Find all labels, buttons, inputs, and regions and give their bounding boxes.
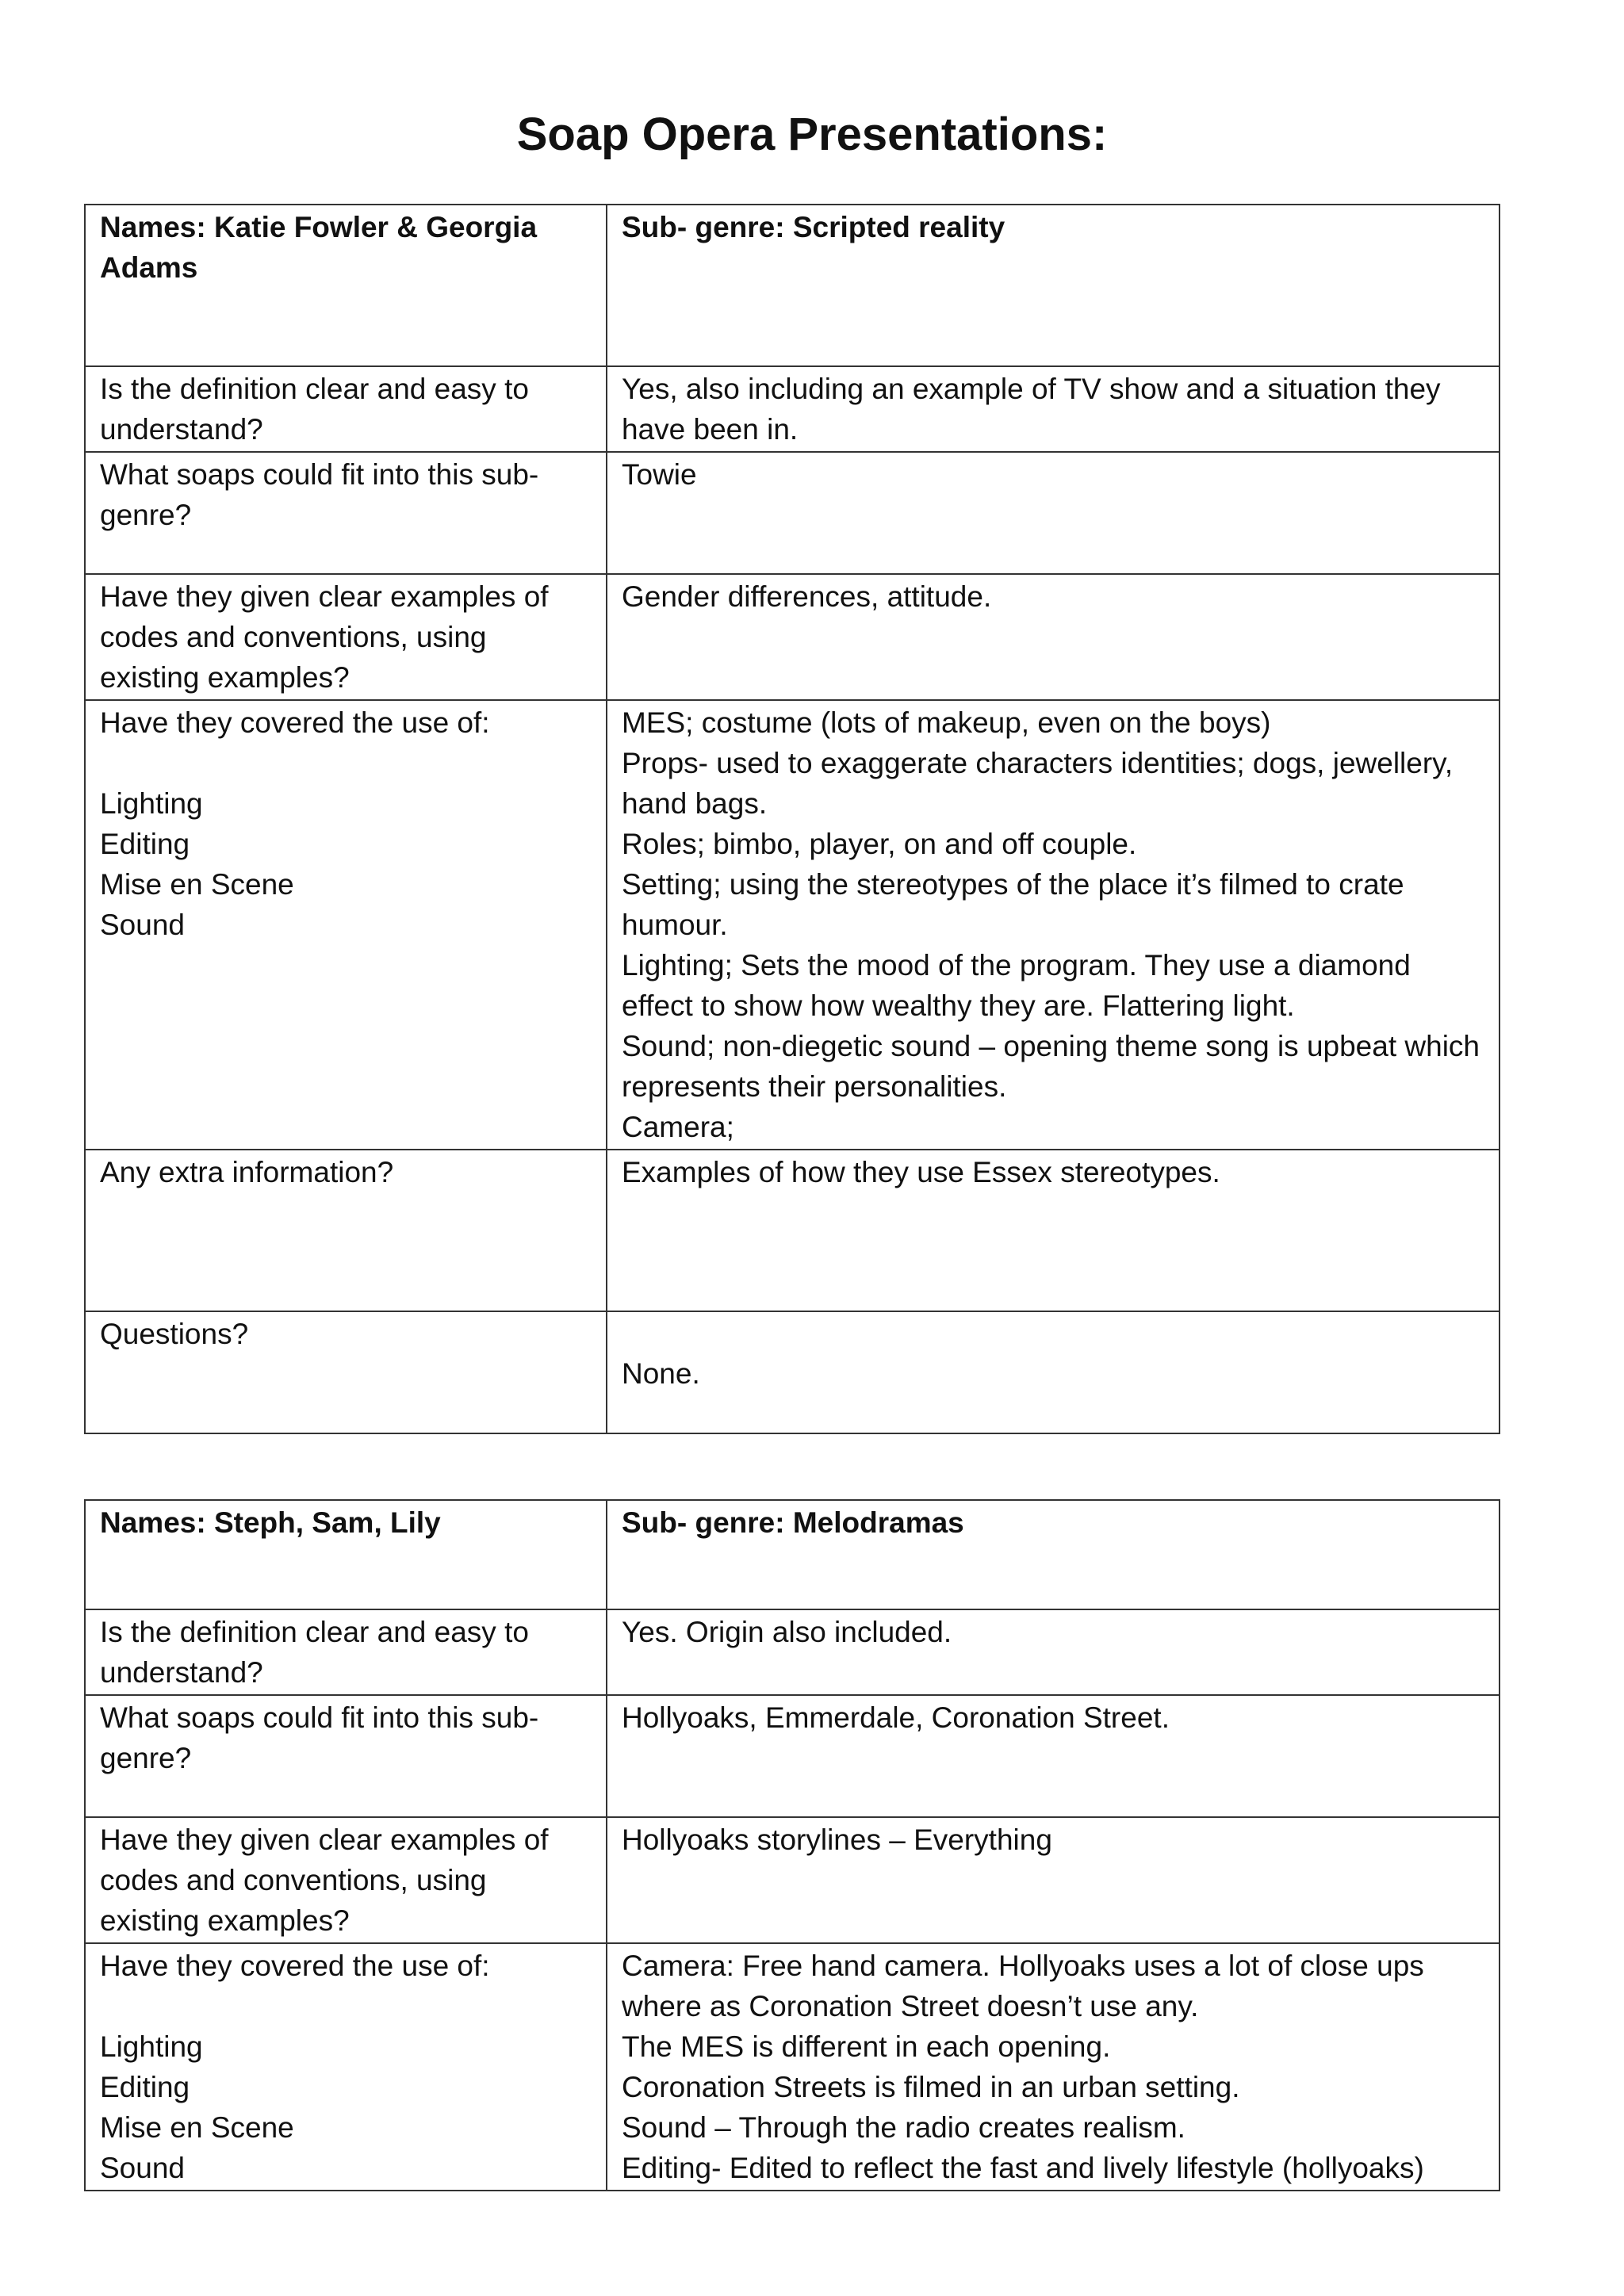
answer-line: Camera: Free hand camera. Hollyoaks uses a lot of close ups where as Coronation Street doesn’t use any.: [622, 1950, 1424, 2022]
answer-cell: Towie: [607, 452, 1500, 574]
question-cell: Have they given clear examples of codes and conventions, using existing examples?: [85, 574, 607, 700]
table-row: [85, 366, 1500, 452]
table-row: [85, 1943, 1500, 2191]
header-row: [85, 205, 1500, 366]
names-cell: Names: Katie Fowler & Georgia Adams: [85, 205, 607, 366]
question-text: Have they covered the use of:: [100, 706, 490, 739]
answer-cell: Gender differences, attitude.: [607, 574, 1500, 700]
table-row: [85, 1817, 1500, 1943]
question-item: Editing: [100, 828, 190, 860]
answer-cell: Yes, also including an example of TV show and a situation they have been in.: [607, 366, 1500, 452]
question-cell: Is the definition clear and easy to understand?: [85, 366, 607, 452]
subgenre-cell: Sub- genre: Melodramas: [607, 1500, 1500, 1609]
table-row: [85, 574, 1500, 700]
question-text: Have they covered the use of:: [100, 1950, 490, 1982]
answer-cell: [607, 1943, 1500, 2191]
question-cell: Questions?: [85, 1311, 607, 1433]
page-title: Soap Opera Presentations:: [516, 109, 1108, 160]
table-row: [85, 1311, 1500, 1433]
answer-line: Coronation Streets is filmed in an urban setting.: [622, 2071, 1240, 2103]
answer-cell: Hollyoaks, Emmerdale, Coronation Street.: [607, 1695, 1500, 1817]
question-item: Mise en Scene: [100, 2111, 294, 2144]
table-row: [85, 700, 1500, 1150]
answer-line: Camera;: [622, 1111, 734, 1143]
question-cell: Is the definition clear and easy to understand?: [85, 1609, 607, 1695]
question-cell: [85, 1943, 607, 2191]
answer-line: The MES is different in each opening.: [622, 2030, 1111, 2063]
question-cell: Have they given clear examples of codes and conventions, using existing examples?: [85, 1817, 607, 1943]
answer-line: Sound – Through the radio creates realism.: [622, 2111, 1185, 2144]
answer-cell: Hollyoaks storylines – Everything: [607, 1817, 1500, 1943]
answer-line: Setting; using the stereotypes of the place it’s filmed to crate humour.: [622, 868, 1404, 941]
evaluation-table-2: [84, 1499, 1500, 2191]
question-cell: [85, 700, 607, 1150]
question-item: Mise en Scene: [100, 868, 294, 901]
table-row: [85, 452, 1500, 574]
answer-line: Editing- Edited to reflect the fast and lively lifestyle (hollyoaks): [622, 2152, 1424, 2184]
header-row: [85, 1500, 1500, 1609]
question-item: Sound: [100, 909, 185, 941]
names-cell: Names: Steph, Sam, Lily: [85, 1500, 607, 1609]
table-row: [85, 1609, 1500, 1695]
evaluation-table-1: [84, 204, 1500, 1434]
answer-line: Roles; bimbo, player, on and off couple.: [622, 828, 1137, 860]
question-item: Lighting: [100, 2030, 203, 2063]
question-item: Editing: [100, 2071, 190, 2103]
question-item: Sound: [100, 2152, 185, 2184]
table-row: [85, 1150, 1500, 1311]
question-cell: What soaps could fit into this sub-genre?: [85, 452, 607, 574]
answer-cell: Yes. Origin also included.: [607, 1609, 1500, 1695]
subgenre-cell: Sub- genre: Scripted reality: [607, 205, 1500, 366]
answer-line: Props- used to exaggerate characters identities; dogs, jewellery, hand bags.: [622, 747, 1454, 820]
question-cell: Any extra information?: [85, 1150, 607, 1311]
question-item: Lighting: [100, 787, 203, 820]
question-cell: What soaps could fit into this sub-genre?: [85, 1695, 607, 1817]
answer-line: Sound; non-diegetic sound – opening theme song is upbeat which represents their personalities.: [622, 1030, 1480, 1103]
answer-cell: [607, 700, 1500, 1150]
answer-line: MES; costume (lots of makeup, even on the boys): [622, 706, 1271, 739]
table-row: [85, 1695, 1500, 1817]
answer-cell: None.: [607, 1311, 1500, 1433]
answer-line: Lighting; Sets the mood of the program. They use a diamond effect to show how wealthy they are. Flattering light.: [622, 949, 1411, 1022]
answer-cell: Examples of how they use Essex stereotypes.: [607, 1150, 1500, 1311]
